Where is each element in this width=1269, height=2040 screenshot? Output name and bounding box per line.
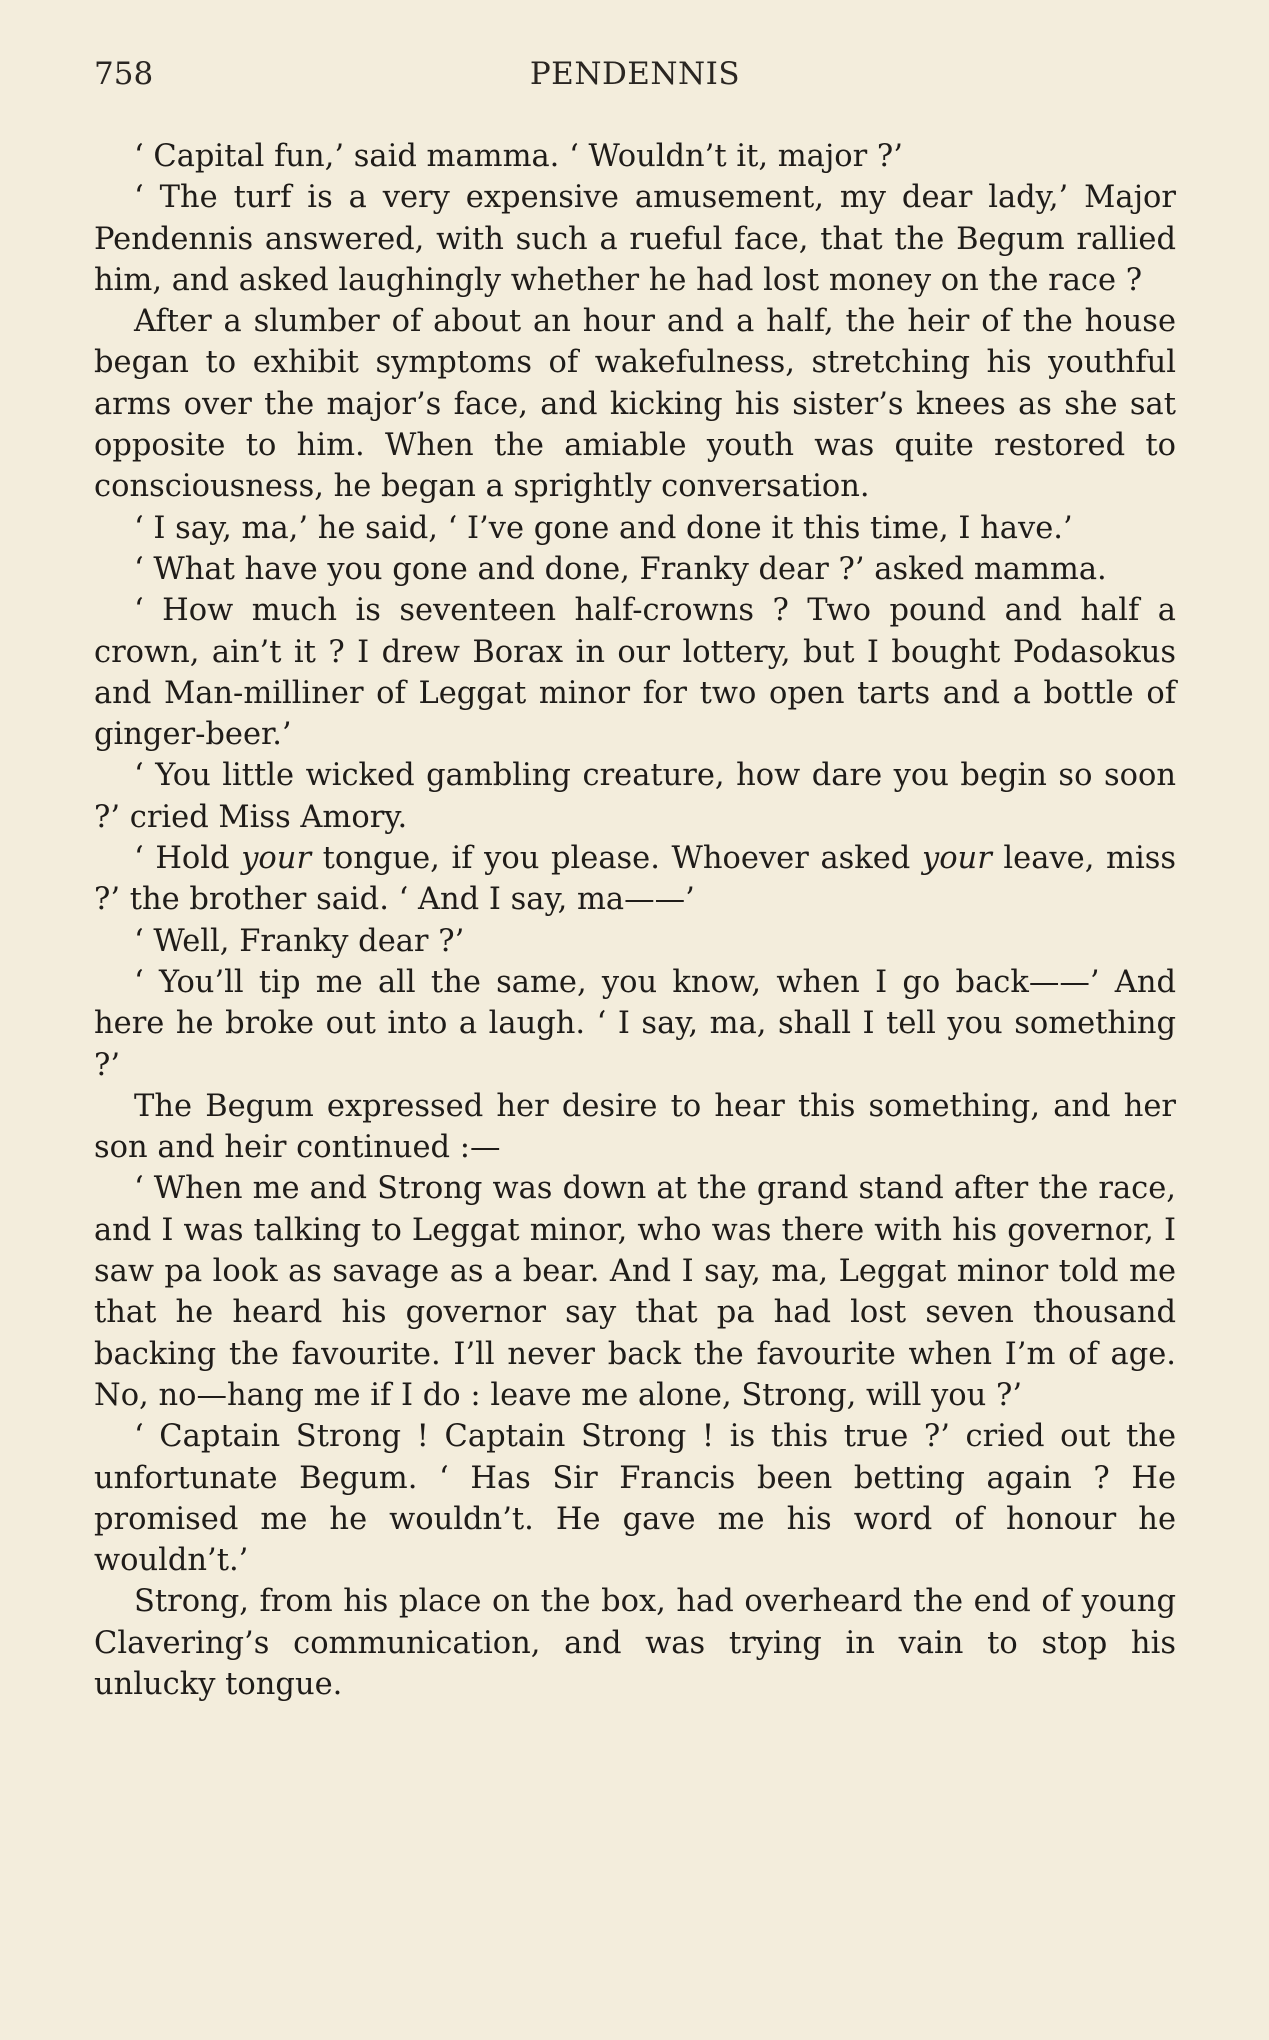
- page-number: 758: [94, 56, 154, 92]
- paragraph: Strong, from his place on the box, had overheard the end of young Clavering’s communication, and was trying in vain to stop his unlucky tongue.: [94, 1584, 1176, 1702]
- body-text: [94, 136, 1176, 1705]
- text-run: ‘ Hold: [134, 841, 242, 877]
- running-head: [94, 56, 1176, 104]
- paragraph: ‘ The turf is a very expensive amusement, my dear lady,’ Major Pendennis answered, with such a rueful face, that the Begum rallied him, and asked laughingly whether he had lost money on the race ?: [94, 180, 1176, 298]
- paragraph: ‘ Well, Franky dear ?’: [134, 923, 465, 959]
- emphasis: your: [241, 841, 312, 877]
- text-run: tongue, if you please. Whoever asked: [311, 841, 922, 877]
- paragraph: The Begum expressed her desire to hear this something, and her son and heir continued :—: [94, 1088, 1176, 1166]
- paragraph: After a slumber of about an hour and a half, the heir of the house began to exhibit symptoms of wakefulness, stretching his youthful arms over the major’s face, and kicking his sister’s knees as she sat opposite to him. When the amiable youth was quite restored to consciousness, he began a sprightly conversation.: [94, 304, 1176, 505]
- paragraph: ‘ I say, ma,’ he said, ‘ I’ve gone and done it this time, I have.’: [134, 510, 1073, 546]
- running-title: PENDENNIS: [529, 56, 741, 92]
- paragraph: ‘ Capital fun,’ said mamma. ‘ Wouldn’t it, major ?’: [134, 139, 903, 174]
- paragraph: ‘ What have you gone and done, Franky dear ?’ asked mamma.: [134, 551, 1107, 587]
- text-run: leave, miss ?’ the brother said. ‘ And I say, ma——’: [94, 841, 1177, 918]
- paragraph: ‘ You little wicked gambling creature, how dare you begin so soon ?’ cried Miss Amory.: [94, 758, 1176, 835]
- emphasis: your: [921, 841, 992, 877]
- paragraph: ‘ You’ll tip me all the same, you know, when I go back——’ And here he broke out into a laugh. ‘ I say, ma, shall I tell you something ?’: [94, 964, 1176, 1083]
- paragraph: ‘ How much is seventeen half-crowns ? Two pound and half a crown, ain’t it ? I drew Borax in our lottery, but I bought Podasokus and Man-milliner of Leggat minor for two open tarts and a bottle of ginger-beer.’: [94, 593, 1176, 753]
- paragraph: ‘ Captain Strong ! Captain Strong ! is this true ?’ cried out the unfortunate Begum. ‘ Has Sir Francis been betting again ? He promised me he wouldn’t. He gave me his word of honour he wouldn’t.’: [94, 1419, 1176, 1579]
- paragraph: ‘ When me and Strong was down at the grand stand after the race, and I was talking to Leggat minor, who was there with his governor, I saw pa look as savage as a bear. And I say, ma, Leggat minor told me that he heard his governor say that pa had lost seven thousand backing the favourite. I’ll never back the favourite when I’m of age. No, no—hang me if I do : leave me alone, Strong, will you ?’: [94, 1171, 1176, 1413]
- paragraph: [94, 838, 1176, 921]
